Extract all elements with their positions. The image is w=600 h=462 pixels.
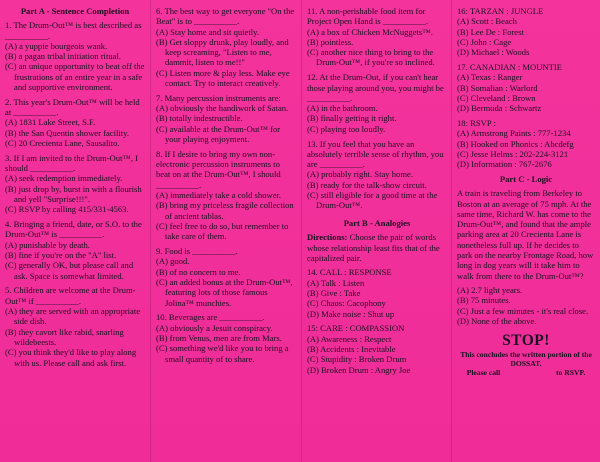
question-text: 4. Bringing a friend, date, or S.O. to the Drum-Out™ is __________.: [5, 219, 142, 240]
answer-option: (C) an added bonus at the Drum-Out™, featuring lots of those famous Jolina™ munchies.: [156, 276, 293, 308]
answer-option: (C) an unique opportunity to beat off the frustrations of an entire year in a safe and supportive environment.: [5, 61, 145, 93]
answer-option: (A) 2.7 light years.: [457, 284, 523, 295]
logic-problem: A train is traveling from Berkeley to Boston at an average of 75 mph. At the same time, Richard W. has come to the Drum-Out™, and found that the ample parking area at 20 Crecienta Lane is nonetheless full up. If he decides to park on the nearby Frontage Road, how long in dog years will it take him to walk from there to the Drum-Out™?: [457, 188, 594, 281]
question-list: [307, 6, 447, 211]
to-rsvp-text: to RSVP.: [556, 368, 586, 378]
question-text: 3. If I am invited to the Drum-Out™, I should __________.: [5, 152, 139, 174]
directions-label: Directions:: [307, 232, 348, 243]
question-text: 11. A non-perishable food item for Project Open Hand is __________.: [307, 6, 429, 27]
answer-option: (B) Lee De : Forest: [457, 26, 524, 37]
answer-option: (D) Broken Drum : Angry Joe: [307, 364, 411, 375]
answer-option: (A) Texas : Ranger: [457, 72, 523, 83]
question-block: [5, 219, 145, 281]
rsvp-line: [457, 368, 595, 377]
question-text: 17. CANADIAN : MOUNTIE: [457, 61, 563, 72]
question-block: [156, 6, 296, 88]
answer-option: (C) available at the Drum-Out™ for your playing enjoyment.: [156, 123, 281, 145]
answer-option: (D) None of the above.: [457, 315, 537, 326]
answer-option: (B) just drop by, burst in with a flourish and yell "Surprise!!!".: [5, 183, 142, 205]
question-block: [307, 139, 447, 211]
part-c-heading: Part C - Logic: [499, 173, 553, 184]
analogy-list: [307, 267, 447, 374]
question-block: [5, 285, 145, 367]
answer-option: (C) Stupidity : Broken Drum: [307, 354, 407, 365]
answer-option: (C) something we'd like you to bring a small quantity of to share.: [156, 343, 289, 364]
answer-option: (B) fine if you're on the "A" list.: [5, 250, 117, 261]
answer-option: (C) John : Cage: [457, 36, 512, 47]
question-block: [156, 246, 296, 308]
answer-option: (A) punishable by death.: [5, 239, 90, 250]
answer-option: (C) you think they'd like to play along with us. Please call and ask first.: [5, 347, 137, 368]
question-block: [5, 20, 145, 92]
answer-option: (A) a yuppie bourgeois wank.: [5, 40, 108, 51]
answer-option: (A) 1831 Lake Street, S.F.: [5, 117, 96, 128]
answer-option: (B) Give : Take: [307, 287, 361, 298]
answer-option: (A) good.: [156, 256, 190, 267]
question-text: 2. This year's Drum-Out™ will be held at __________.: [5, 96, 140, 118]
answer-option: (B) bring my priceless fragile collection of ancient tablas.: [156, 200, 294, 221]
answer-option: (C) Chaos: Cacophony: [307, 298, 386, 309]
column-2: [156, 6, 296, 368]
fold-line: [451, 0, 452, 462]
question-block: [5, 153, 145, 215]
answer-option: (C) generally OK, but please call and ask. Space is somewhat limited.: [5, 260, 134, 281]
question-block: [457, 118, 595, 169]
answer-option: (A) they are served with an appropriate side dish.: [5, 306, 141, 327]
question-text: 7. Many percussion instruments are:: [156, 92, 281, 103]
question-text: 8. If I desire to bring my own non-electronic percussion instruments to beat on at the Drum-Out™, I should __________.: [156, 148, 281, 190]
question-block: [307, 323, 447, 374]
answer-option: (B) the San Quentin shower facility.: [5, 127, 130, 138]
answer-option: (D) Information : 767-2676: [457, 159, 552, 170]
answer-option: (B) finally getting it right.: [307, 113, 397, 124]
question-block: [307, 6, 447, 68]
answer-option: (A) Awareness : Respect: [307, 333, 392, 344]
please-call-text: Please call: [466, 368, 501, 378]
answer-option: (A) Armstrong Paints : 777-1234: [457, 128, 571, 139]
answer-option: (B) of no concern to me.: [156, 266, 241, 277]
answer-option: (D) Michael : Woods: [457, 47, 530, 58]
question-text: 1. The Drum-Out™ is best described as __________.: [5, 20, 142, 41]
answer-option: (A) Stay home and sit quietly.: [156, 26, 260, 37]
answer-option: (C) 20 Crecienta Lane, Sausalito.: [5, 138, 120, 149]
answer-option: (B) pointless.: [307, 36, 354, 47]
answer-option: (C) Just a few minutes - it's real close.: [457, 305, 589, 316]
answer-option: (A) a box of Chicken McNuggets™.: [307, 26, 433, 37]
answer-option: (C) RSVP by calling 415/331-4563.: [5, 204, 129, 215]
answer-option: (C) another nice thing to bring to the Drum-Out™, if you're so inclined.: [307, 47, 435, 68]
question-block: [156, 149, 296, 242]
answer-option: (B) Somalian : Warlord: [457, 82, 538, 93]
stop-note: This concludes the written portion of the DOSSAT.: [460, 350, 592, 369]
question-text: 6. The best way to get everyone "On the Beat" is to __________.: [156, 6, 295, 27]
answer-option: (B) 75 minutes.: [457, 295, 511, 306]
answer-option: (C) Listen more & play less. Make eye contact. Try to interact creatively.: [156, 67, 290, 89]
fold-line: [150, 0, 151, 462]
answer-option: (B) Hooked on Phonics : Abcdefg: [457, 138, 574, 149]
question-block: [5, 97, 145, 148]
answer-option: (A) probably right. Stay home.: [307, 169, 413, 180]
part-b-heading: Part B - Analogies: [343, 218, 411, 229]
directions-text: Choose the pair of words whose relationship least fits that of the capitalized pair.: [307, 232, 440, 264]
column-3: [307, 6, 447, 379]
question-text: 18: RSVP :: [457, 117, 496, 128]
answer-option: (A) immediately take a cold shower.: [156, 190, 282, 201]
answer-option: (B) a pagan tribal initiation ritual.: [5, 51, 121, 62]
answer-option: (C) Cleveland : Brown: [457, 92, 536, 103]
answer-option: (C) playing too loudly.: [307, 123, 386, 134]
answer-option: (C) Jesse Helms : 202-224-3121: [457, 148, 569, 159]
question-text: 9. Food is __________.: [156, 246, 238, 257]
stop-heading: STOP!: [502, 332, 550, 350]
question-text: 15: CARE : COMPASSION: [307, 323, 405, 334]
question-block: [307, 267, 447, 318]
answer-option: (B) from Venus, men are from Mars.: [156, 332, 282, 343]
answer-option: (A) seek redemption immediately.: [5, 173, 123, 184]
column-4: [457, 6, 595, 377]
question-block: [156, 93, 296, 144]
answer-option: (B) ready for the talk-show circuit.: [307, 179, 427, 190]
question-text: 12. At the Drum-Out, if you can't hear those playing around you, you might be __________.: [307, 72, 444, 103]
answer-option: (C) feel free to do so, but remember to take care of them.: [156, 220, 289, 242]
answer-option: (D) Make noise : Shut up: [307, 308, 395, 319]
fold-line: [301, 0, 302, 462]
answer-option: (B) Accidents : Inevitable: [307, 343, 396, 354]
question-text: 13. If you feel that you have an absolutely terrible sense of rhythm, you are __________.: [307, 138, 444, 170]
question-list: [5, 20, 145, 368]
answer-option: (A) obviously a Jesuit conspiracy.: [156, 322, 273, 333]
answer-option: (D) Bermuda : Schwartz: [457, 103, 542, 114]
question-block: [457, 62, 595, 113]
answer-option: (B) totally indestructible.: [156, 113, 243, 124]
question-text: 14. CALL : RESPONSE: [307, 267, 392, 278]
question-block: [307, 72, 447, 134]
answer-option: (A) Scott : Beach: [457, 16, 517, 27]
answer-option: (A) in the bathroom.: [307, 103, 378, 114]
answer-option: (B) Get sloppy drunk, play loudly, and keep screaming, "Listen to me, dammit, listen to me!!": [156, 36, 289, 68]
answer-option: (A) Talk : Listen: [307, 277, 365, 288]
part-b-directions: [307, 232, 447, 263]
question-text: 5. Children are welcome at the Drum-Out™ if __________.: [5, 285, 136, 306]
question-block: [457, 6, 595, 57]
part-a-heading: Part A - Sentence Completion: [20, 6, 130, 16]
analogy-list: [457, 6, 595, 169]
question-text: 16: TARZAN : JUNGLE: [457, 6, 544, 16]
logic-options: [457, 285, 595, 326]
question-block: [156, 312, 296, 363]
column-1: [5, 6, 145, 372]
question-list: [156, 6, 296, 364]
answer-option: (B) they cavort like rabid, snarling wildebeests.: [5, 326, 124, 347]
answer-option: (A) obviously the handiwork of Satan.: [156, 103, 289, 114]
question-text: 10. Beverages are __________.: [156, 312, 265, 323]
answer-option: (C) still eligible for a good time at the Drum-Out™.: [307, 190, 438, 211]
